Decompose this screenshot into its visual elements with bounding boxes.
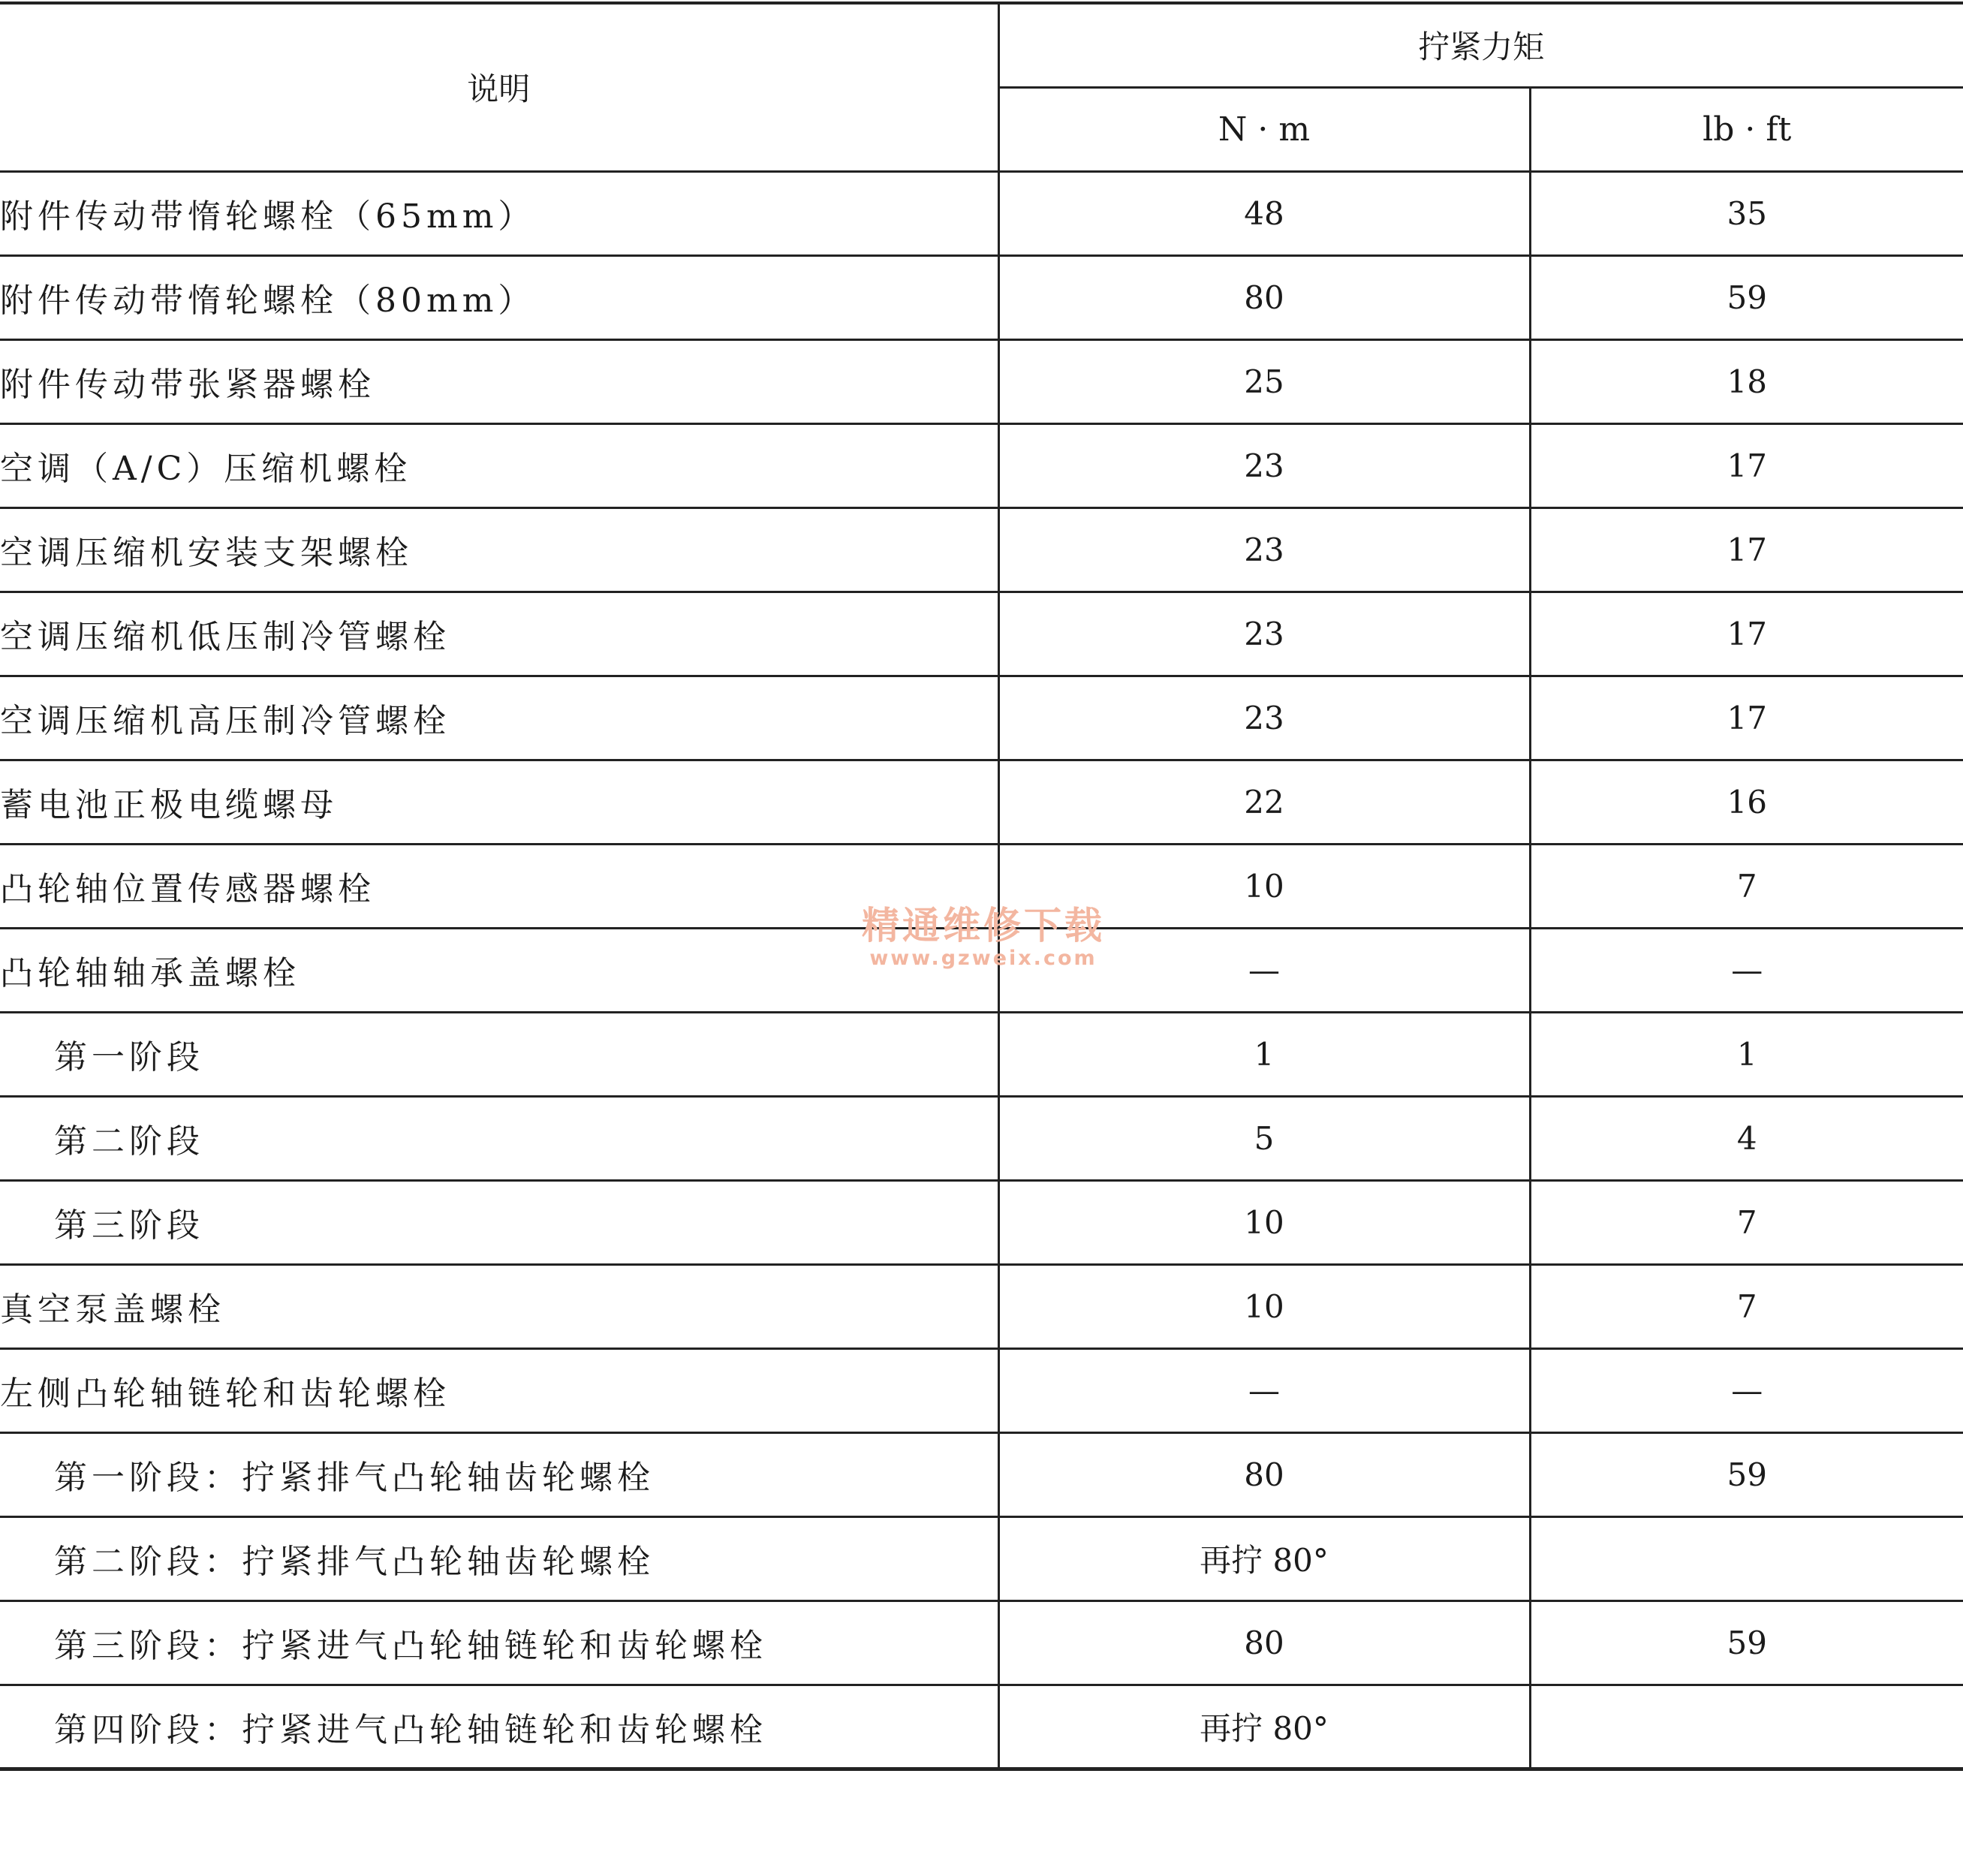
table-row xyxy=(0,1012,1963,1096)
row-value-lbft: 7 xyxy=(1530,1180,1963,1264)
row-value-lbft: — xyxy=(1530,1348,1963,1432)
row-description: 真空泵盖螺栓 xyxy=(0,1264,998,1348)
row-description: 第三阶段 xyxy=(0,1180,998,1264)
row-value-lbft: 59 xyxy=(1530,1600,1963,1685)
row-description: 空调（A/C）压缩机螺栓 xyxy=(0,423,998,507)
table-header xyxy=(0,3,1963,171)
header-torque-group: 拧紧力矩 xyxy=(998,3,1963,87)
row-description: 空调压缩机安装支架螺栓 xyxy=(0,507,998,592)
row-value-nm: — xyxy=(998,928,1530,1012)
row-value-lbft: 17 xyxy=(1530,507,1963,592)
table-row xyxy=(0,1600,1963,1685)
row-value-nm: 再拧 80° xyxy=(998,1516,1530,1600)
row-description: 第一阶段 xyxy=(0,1012,998,1096)
table-row xyxy=(0,760,1963,844)
row-description: 凸轮轴位置传感器螺栓 xyxy=(0,844,998,928)
table-row xyxy=(0,592,1963,676)
row-value-nm: 80 xyxy=(998,1600,1530,1685)
watermark-text: 精通维修下载 xyxy=(862,904,1105,947)
row-value-nm: 10 xyxy=(998,1180,1530,1264)
table-row xyxy=(0,844,1963,928)
row-value-lbft: 17 xyxy=(1530,423,1963,507)
row-description: 空调压缩机低压制冷管螺栓 xyxy=(0,592,998,676)
row-description: 蓄电池正极电缆螺母 xyxy=(0,760,998,844)
table-row xyxy=(0,676,1963,760)
row-description: 附件传动带惰轮螺栓（80mm） xyxy=(0,255,998,339)
table-row xyxy=(0,1264,1963,1348)
row-description: 附件传动带惰轮螺栓（65mm） xyxy=(0,171,998,255)
row-description: 空调压缩机高压制冷管螺栓 xyxy=(0,676,998,760)
row-value-lbft: 17 xyxy=(1530,676,1963,760)
watermark-url: www.gzweix.com xyxy=(869,947,1097,970)
header-description: 说明 xyxy=(0,3,998,171)
table-row xyxy=(0,928,1963,1012)
row-value-lbft: 1 xyxy=(1530,1012,1963,1096)
row-value-nm: 23 xyxy=(998,676,1530,760)
row-value-nm: 再拧 80° xyxy=(998,1685,1530,1769)
row-value-nm: 23 xyxy=(998,507,1530,592)
row-value-nm: 22 xyxy=(998,760,1530,844)
row-value-lbft: 59 xyxy=(1530,1432,1963,1516)
row-description: 左侧凸轮轴链轮和齿轮螺栓 xyxy=(0,1348,998,1432)
table-row xyxy=(0,339,1963,423)
table-row xyxy=(0,423,1963,507)
torque-table xyxy=(0,2,1963,1771)
table-row xyxy=(0,1180,1963,1264)
table-row xyxy=(0,1096,1963,1180)
row-value-lbft: 16 xyxy=(1530,760,1963,844)
header-unit-nm: N · m xyxy=(998,87,1530,171)
table-row xyxy=(0,1516,1963,1600)
row-value-nm: 10 xyxy=(998,1264,1530,1348)
row-value-nm: 5 xyxy=(998,1096,1530,1180)
table-row xyxy=(0,1348,1963,1432)
table-row xyxy=(0,1432,1963,1516)
row-value-lbft: — xyxy=(1530,928,1963,1012)
row-value-nm: 23 xyxy=(998,423,1530,507)
row-description: 第二阶段 xyxy=(0,1096,998,1180)
row-description: 第三阶段：拧紧进气凸轮轴链轮和齿轮螺栓 xyxy=(0,1600,998,1685)
row-value-lbft: 4 xyxy=(1530,1096,1963,1180)
row-value-nm: 1 xyxy=(998,1012,1530,1096)
row-value-nm: 25 xyxy=(998,339,1530,423)
row-value-nm: 80 xyxy=(998,1432,1530,1516)
row-value-lbft: 7 xyxy=(1530,1264,1963,1348)
table-row xyxy=(0,171,1963,255)
row-description: 凸轮轴轴承盖螺栓 xyxy=(0,928,998,1012)
row-value-nm: 48 xyxy=(998,171,1530,255)
row-value-nm: 23 xyxy=(998,592,1530,676)
table-row xyxy=(0,1685,1963,1769)
row-description: 第二阶段：拧紧排气凸轮轴齿轮螺栓 xyxy=(0,1516,998,1600)
table-body xyxy=(0,171,1963,1769)
row-value-lbft xyxy=(1530,1516,1963,1600)
row-description: 第一阶段：拧紧排气凸轮轴齿轮螺栓 xyxy=(0,1432,998,1516)
row-value-lbft: 35 xyxy=(1530,171,1963,255)
row-description: 附件传动带张紧器螺栓 xyxy=(0,339,998,423)
row-value-lbft: 18 xyxy=(1530,339,1963,423)
row-value-nm: — xyxy=(998,1348,1530,1432)
header-unit-lbft: lb · ft xyxy=(1530,87,1963,171)
row-value-nm: 10 xyxy=(998,844,1530,928)
row-value-nm: 80 xyxy=(998,255,1530,339)
row-value-lbft: 59 xyxy=(1530,255,1963,339)
table-row xyxy=(0,507,1963,592)
table-row xyxy=(0,255,1963,339)
row-value-lbft xyxy=(1530,1685,1963,1769)
row-value-lbft: 7 xyxy=(1530,844,1963,928)
row-description: 第四阶段：拧紧进气凸轮轴链轮和齿轮螺栓 xyxy=(0,1685,998,1769)
row-value-lbft: 17 xyxy=(1530,592,1963,676)
